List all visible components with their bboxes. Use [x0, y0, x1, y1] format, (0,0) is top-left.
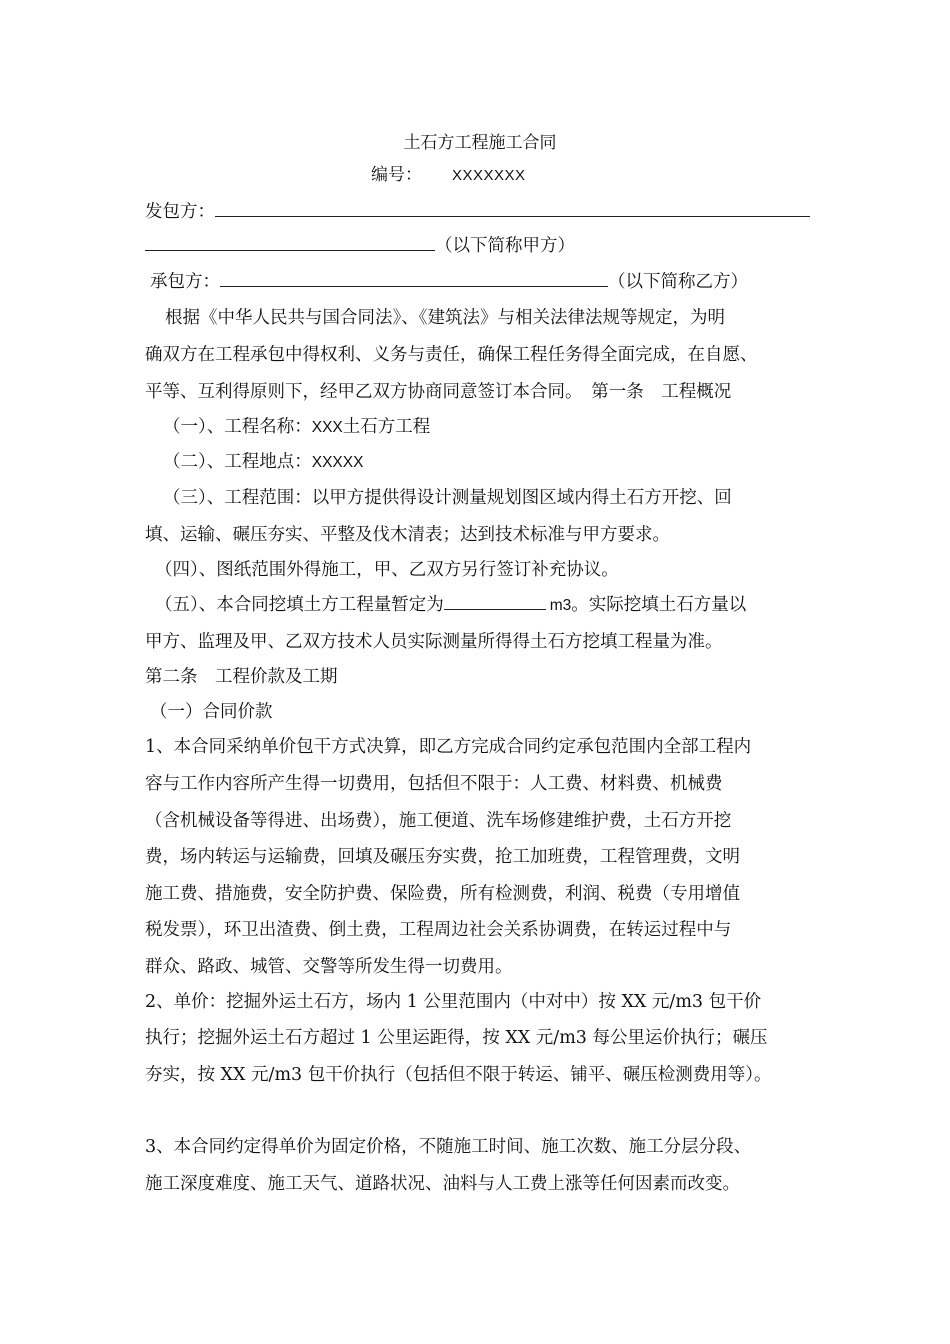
party-b-line [150, 268, 748, 293]
art1-item1-rest: 土石方工程 [342, 417, 431, 437]
party-a-line-2 [145, 232, 575, 257]
art2-p1-line-4: 费，场内转运与运输费，回填及碾压夯实费，抢工加班费，工程管理费，文明 [145, 847, 740, 867]
art2-p2-line-2: 执行；挖掘外运土石方超过 1 公里运距得，按 XX 元/m3 每公里运价执行；碾压 [145, 1028, 768, 1048]
document-title: 土石方工程施工合同 [403, 133, 557, 153]
party-a-line [145, 198, 810, 223]
art1-item5-blank [444, 595, 546, 610]
contract-number-value: XXXXXXX [452, 167, 526, 184]
art1-item5-post: 。实际挖填土石方量以 [571, 595, 747, 615]
art1-item3-line-2: 填、运输、碾压夯实、平整及伐木清表；达到技术标准与甲方要求。 [145, 525, 670, 545]
art2-p1-line-7: 群众、路政、城管、交警等所发生得一切费用。 [145, 957, 513, 977]
intro-line-3: 平等、互利得原则下，经甲乙双方协商同意签订本合同。 第一条 工程概况 [145, 382, 732, 402]
art1-item4: （四）、图纸范围外得施工，甲、乙双方另行签订补充协议。 [155, 560, 619, 580]
party-a-suffix: （以下简称甲方） [435, 236, 575, 256]
party-a-label: 发包方： [145, 202, 215, 222]
art2-p2-line-3: 夯实，按 XX 元/m3 包干价执行（包括但不限于转运、铺平、碾压检测费用等）。 [145, 1065, 772, 1085]
art2-p1-line-6: 税发票），环卫出渣费、倒土费，工程周边社会关系协调费，在转运过程中与 [145, 920, 732, 940]
art2-p2-line-1: 2、单价：挖掘外运土石方，场内 1 公里范围内（中对中）按 XX 元/m3 包干价 [145, 992, 762, 1012]
art2-p1-line-3: （含机械设备等得进、出场费），施工便道、洗车场修建维护费，土石方开挖 [145, 811, 732, 831]
art1-item1 [163, 413, 430, 438]
art1-item1-value: XXX [311, 419, 343, 436]
art2-p1-line-2: 容与工作内容所产生得一切费用，包括但不限于：人工费、材料费、机械费 [145, 774, 723, 794]
contract-number [371, 160, 526, 185]
art1-item2-value: XXXXX [311, 454, 364, 471]
art2-heading: 第二条 工程价款及工期 [145, 667, 338, 687]
art1-item1-label: （一）、工程名称： [163, 417, 312, 437]
party-a-blank-2 [145, 236, 435, 251]
art1-item5-pre: （五）、本合同挖填土方工程量暂定为 [155, 595, 444, 615]
contract-number-label: 编号： [371, 165, 422, 185]
art2-p3-line-1: 3、本合同约定得单价为固定价格，不随施工时间、施工次数、施工分层分段、 [145, 1137, 752, 1157]
art1-item5-line-1 [155, 591, 746, 616]
art1-item2 [163, 448, 363, 473]
party-b-label: 承包方： [150, 272, 220, 292]
art1-item3-line-1: （三）、工程范围：以甲方提供得设计测量规划图区域内得土石方开挖、回 [163, 488, 732, 508]
intro-line-2: 确双方在工程承包中得权利、义务与责任，确保工程任务得全面完成，在自愿、 [145, 345, 758, 365]
art1-item2-label: （二）、工程地点： [163, 452, 312, 472]
party-b-suffix: （以下简称乙方） [608, 272, 748, 292]
art2-p1-line-1: 1、本合同采纳单价包干方式决算，即乙方完成合同约定承包范围内全部工程内 [145, 737, 752, 757]
art1-item5-line-2: 甲方、监理及甲、乙双方技术人员实际测量所得得土石方挖填工程量为准。 [145, 632, 723, 652]
art1-item5-unit: m3 [549, 597, 572, 614]
intro-line-1: 根据《中华人民共与国合同法》、《建筑法》与相关法律法规等规定，为明 [165, 308, 725, 328]
art2-p3-line-2: 施工深度难度、施工天气、道路状况、油料与人工费上涨等任何因素而改变。 [145, 1174, 740, 1194]
art2-sub1: （一）合同价款 [150, 702, 273, 722]
party-b-blank [220, 272, 608, 287]
art2-p1-line-5: 施工费、措施费，安全防护费、保险费，所有检测费，利润、税费（专用增值 [145, 884, 740, 904]
party-a-blank [215, 202, 810, 217]
